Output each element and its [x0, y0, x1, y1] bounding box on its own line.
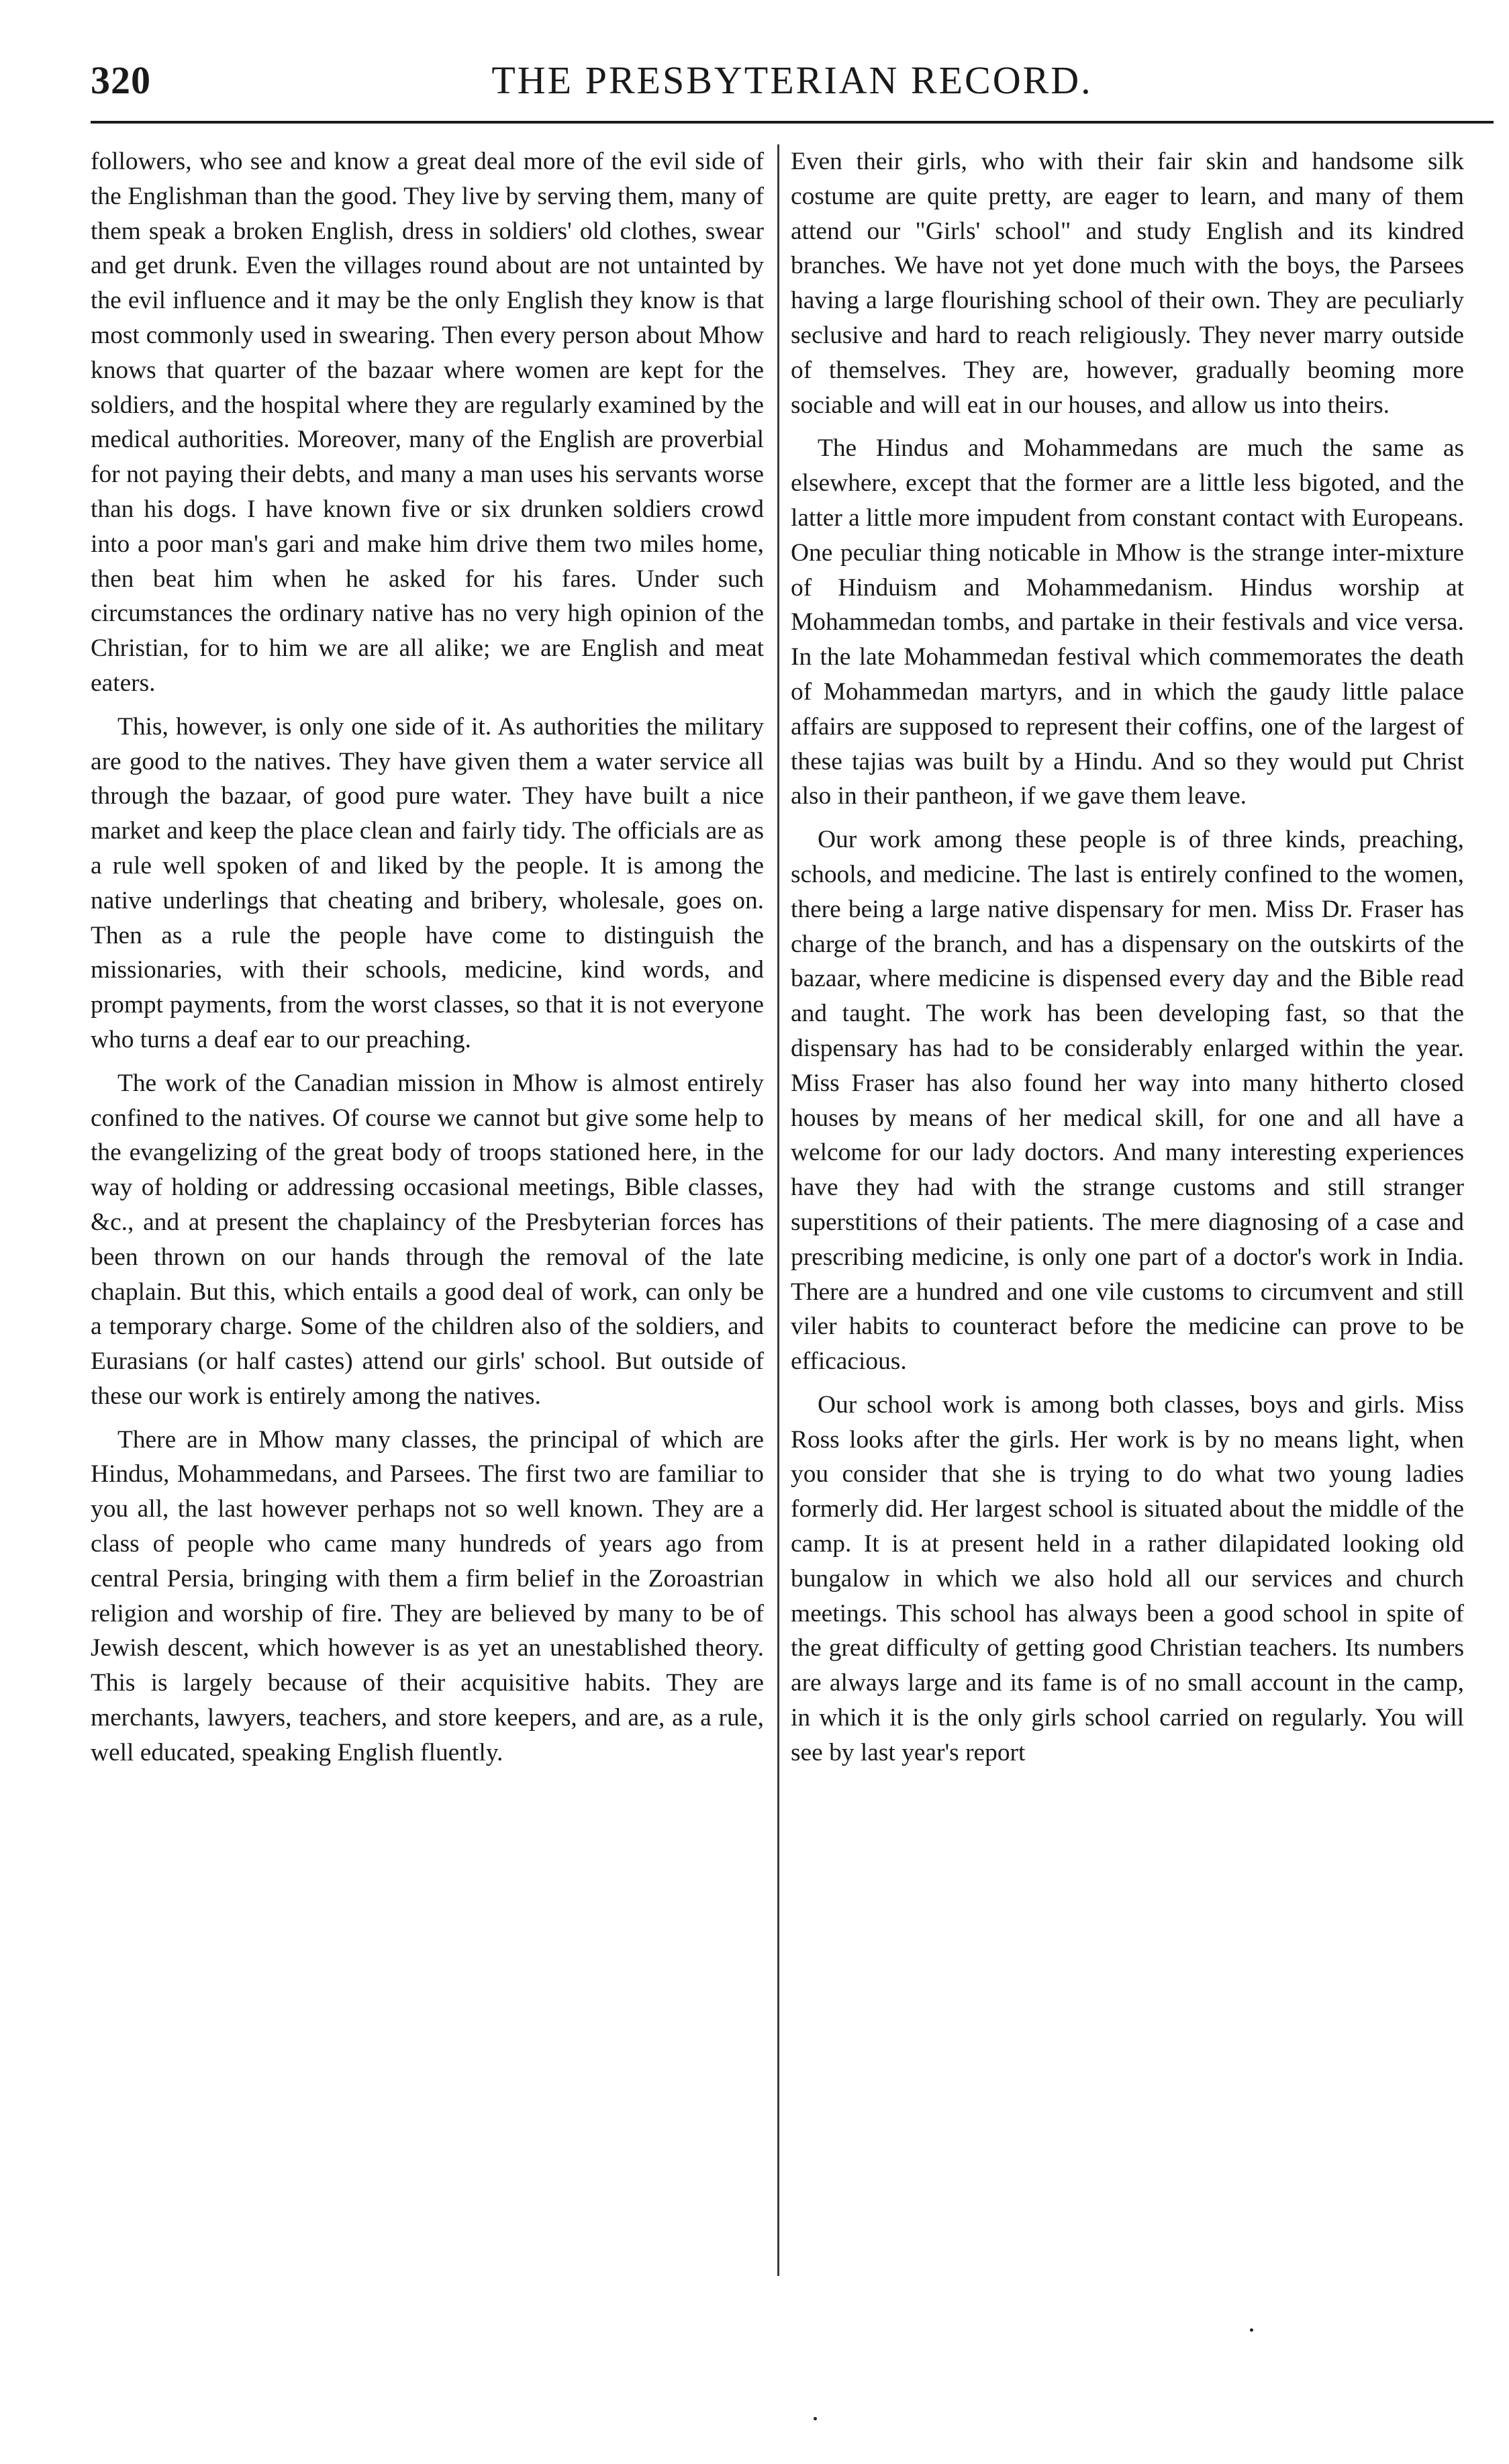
- left-column: [91, 144, 764, 1779]
- header-rule: [91, 121, 1494, 124]
- paragraph: The work of the Canadian mission in Mhow is almost entirely confined to the natives. Of course we cannot but give some help to the evangelizing of the great body of troops stationed here, in the way of holding or addressing occasional meetings, Bible classes, &c., and at present the chaplaincy of the Presbyterian forces has been thrown on our hands through the removal of the late chaplain. But this, which entails a good deal of work, can only be a temporary charge. Some of the children also of the soldiers, and Eurasians (or half castes) attend our girls' school. But outside of these our work is entirely among the natives.: [91, 1069, 764, 1410]
- right-column: [791, 144, 1464, 1779]
- print-speck: [1250, 2328, 1253, 2332]
- print-speck: [814, 2417, 817, 2420]
- paragraph: This, however, is only one side of it. As authorities the military are good to the natives. They have given them a water service all through the bazaar, of good pure water. They have built a nice market and keep the place clean and fairly tidy. The officials are as a rule well spoken of and liked by the people. It is among the native underlings that cheating and bribery, wholesale, goes on. Then as a rule the people have come to distinguish the missionaries, with their schools, medicine, kind words, and prompt payments, from the worst classes, so that it is not everyone who turns a deaf ear to our preaching.: [91, 712, 764, 1053]
- paragraph: Our school work is among both classes, boys and girls. Miss Ross looks after the girls. Her work is by no means light, when you consider that she is trying to do what two young ladies formerly did. Her largest school is situated about the middle of the camp. It is at present held in a rather dilapidated looking old bungalow in which we also hold all our services and church meetings. This school has always been a good school in spite of the great difficulty of getting good Christian teachers. Its numbers are always large and its fame is of no small account in the camp, in which it is the only girls school carried on regularly. You will see by last year's report: [791, 1390, 1464, 1766]
- running-title: THE PRESBYTERIAN RECORD.: [491, 58, 1093, 102]
- page-number: 320: [91, 58, 151, 102]
- paragraph: There are in Mhow many classes, the principal of which are Hindus, Mohammedans, and Parsees. The first two are familiar to you all, the last however perhaps not so well known. They are a class of people who came many hundreds of years ago from central Persia, bringing with them a firm belief in the Zoroastrian religion and worship of fire. They are believed by many to be of Jewish descent, which however is as yet an unestablished theory. This is largely because of their acquisitive habits. They are merchants, lawyers, teachers, and store keepers, and are, as a rule, well educated, speaking English fluently.: [91, 1425, 764, 1766]
- paragraph: The Hindus and Mohammedans are much the same as elsewhere, except that the former are a little less bigoted, and the latter a little more impudent from constant contact with Europeans. One peculiar thing noticable in Mhow is the strange inter-mixture of Hinduism and Mohammedanism. Hindus worship at Mohammedan tombs, and partake in their festivals and vice versa. In the late Mohammedan festival which commemorates the death of Mohammedan martyrs, and in which the gaudy little palace affairs are supposed to represent their coffins, one of the largest of these tajias was built by a Hindu. And so they would put Christ also in their pantheon, if we gave them leave.: [791, 434, 1465, 810]
- paragraph: followers, who see and know a great deal more of the evil side of the Englishman than the good. They live by serving them, many of them speak a broken English, dress in soldiers' old clothes, swear and get drunk. Even the villages round about are not untainted by the evil influence and it may be the only English they know is that most commonly used in swearing. Then every person about Mhow knows that quarter of the bazaar where women are kept for the soldiers, and the hospital where they are regularly examined by the medical authorities. Moreover, many of the English are proverbial for not paying their debts, and many a man uses his servants worse than his dogs. I have known five or six drunken soldiers crowd into a poor man's gari and make him drive them two miles home, then beat him when he asked for his fares. Under such circumstances the ordinary native has no very high opinion of the Christian, for to him we are all alike; we are English and meat eaters.: [91, 148, 764, 697]
- page-header: [91, 48, 1494, 122]
- column-divider: [777, 144, 779, 2276]
- paragraph: Our work among these people is of three kinds, preaching, schools, and medicine. The last is entirely confined to the women, there being a large native dispensary for men. Miss Dr. Fraser has charge of the branch, and has a dispensary on the outskirts of the bazaar, where medicine is dispensed every day and the Bible read and taught. The work has been developing fast, so that the dispensary has had to be considerably enlarged within the year. Miss Fraser has also found her way into many hitherto closed houses by means of her medical skill, for one and all have a welcome for our lady doctors. And many interesting experiences have they had with the strange customs and still stranger superstitions of their patients. The mere diagnosing of a case and prescribing medicine, is only one part of a doctor's work in India. There are a hundred and one vile customs to circumvent and still viler habits to counteract before the medicine can prove to be efficacious.: [791, 826, 1464, 1376]
- paragraph: Even their girls, who with their fair skin and handsome silk costume are quite pretty, are eager to learn, and many of them attend our "Girls' school" and study English and its kindred branches. We have not yet done much with the boys, the Parsees having a large flourishing school of their own. They are peculiarly seclusive and hard to reach religiously. They never marry outside of themselves. They are, however, gradually beoming more sociable and will eat in our houses, and allow us into theirs.: [791, 148, 1464, 419]
